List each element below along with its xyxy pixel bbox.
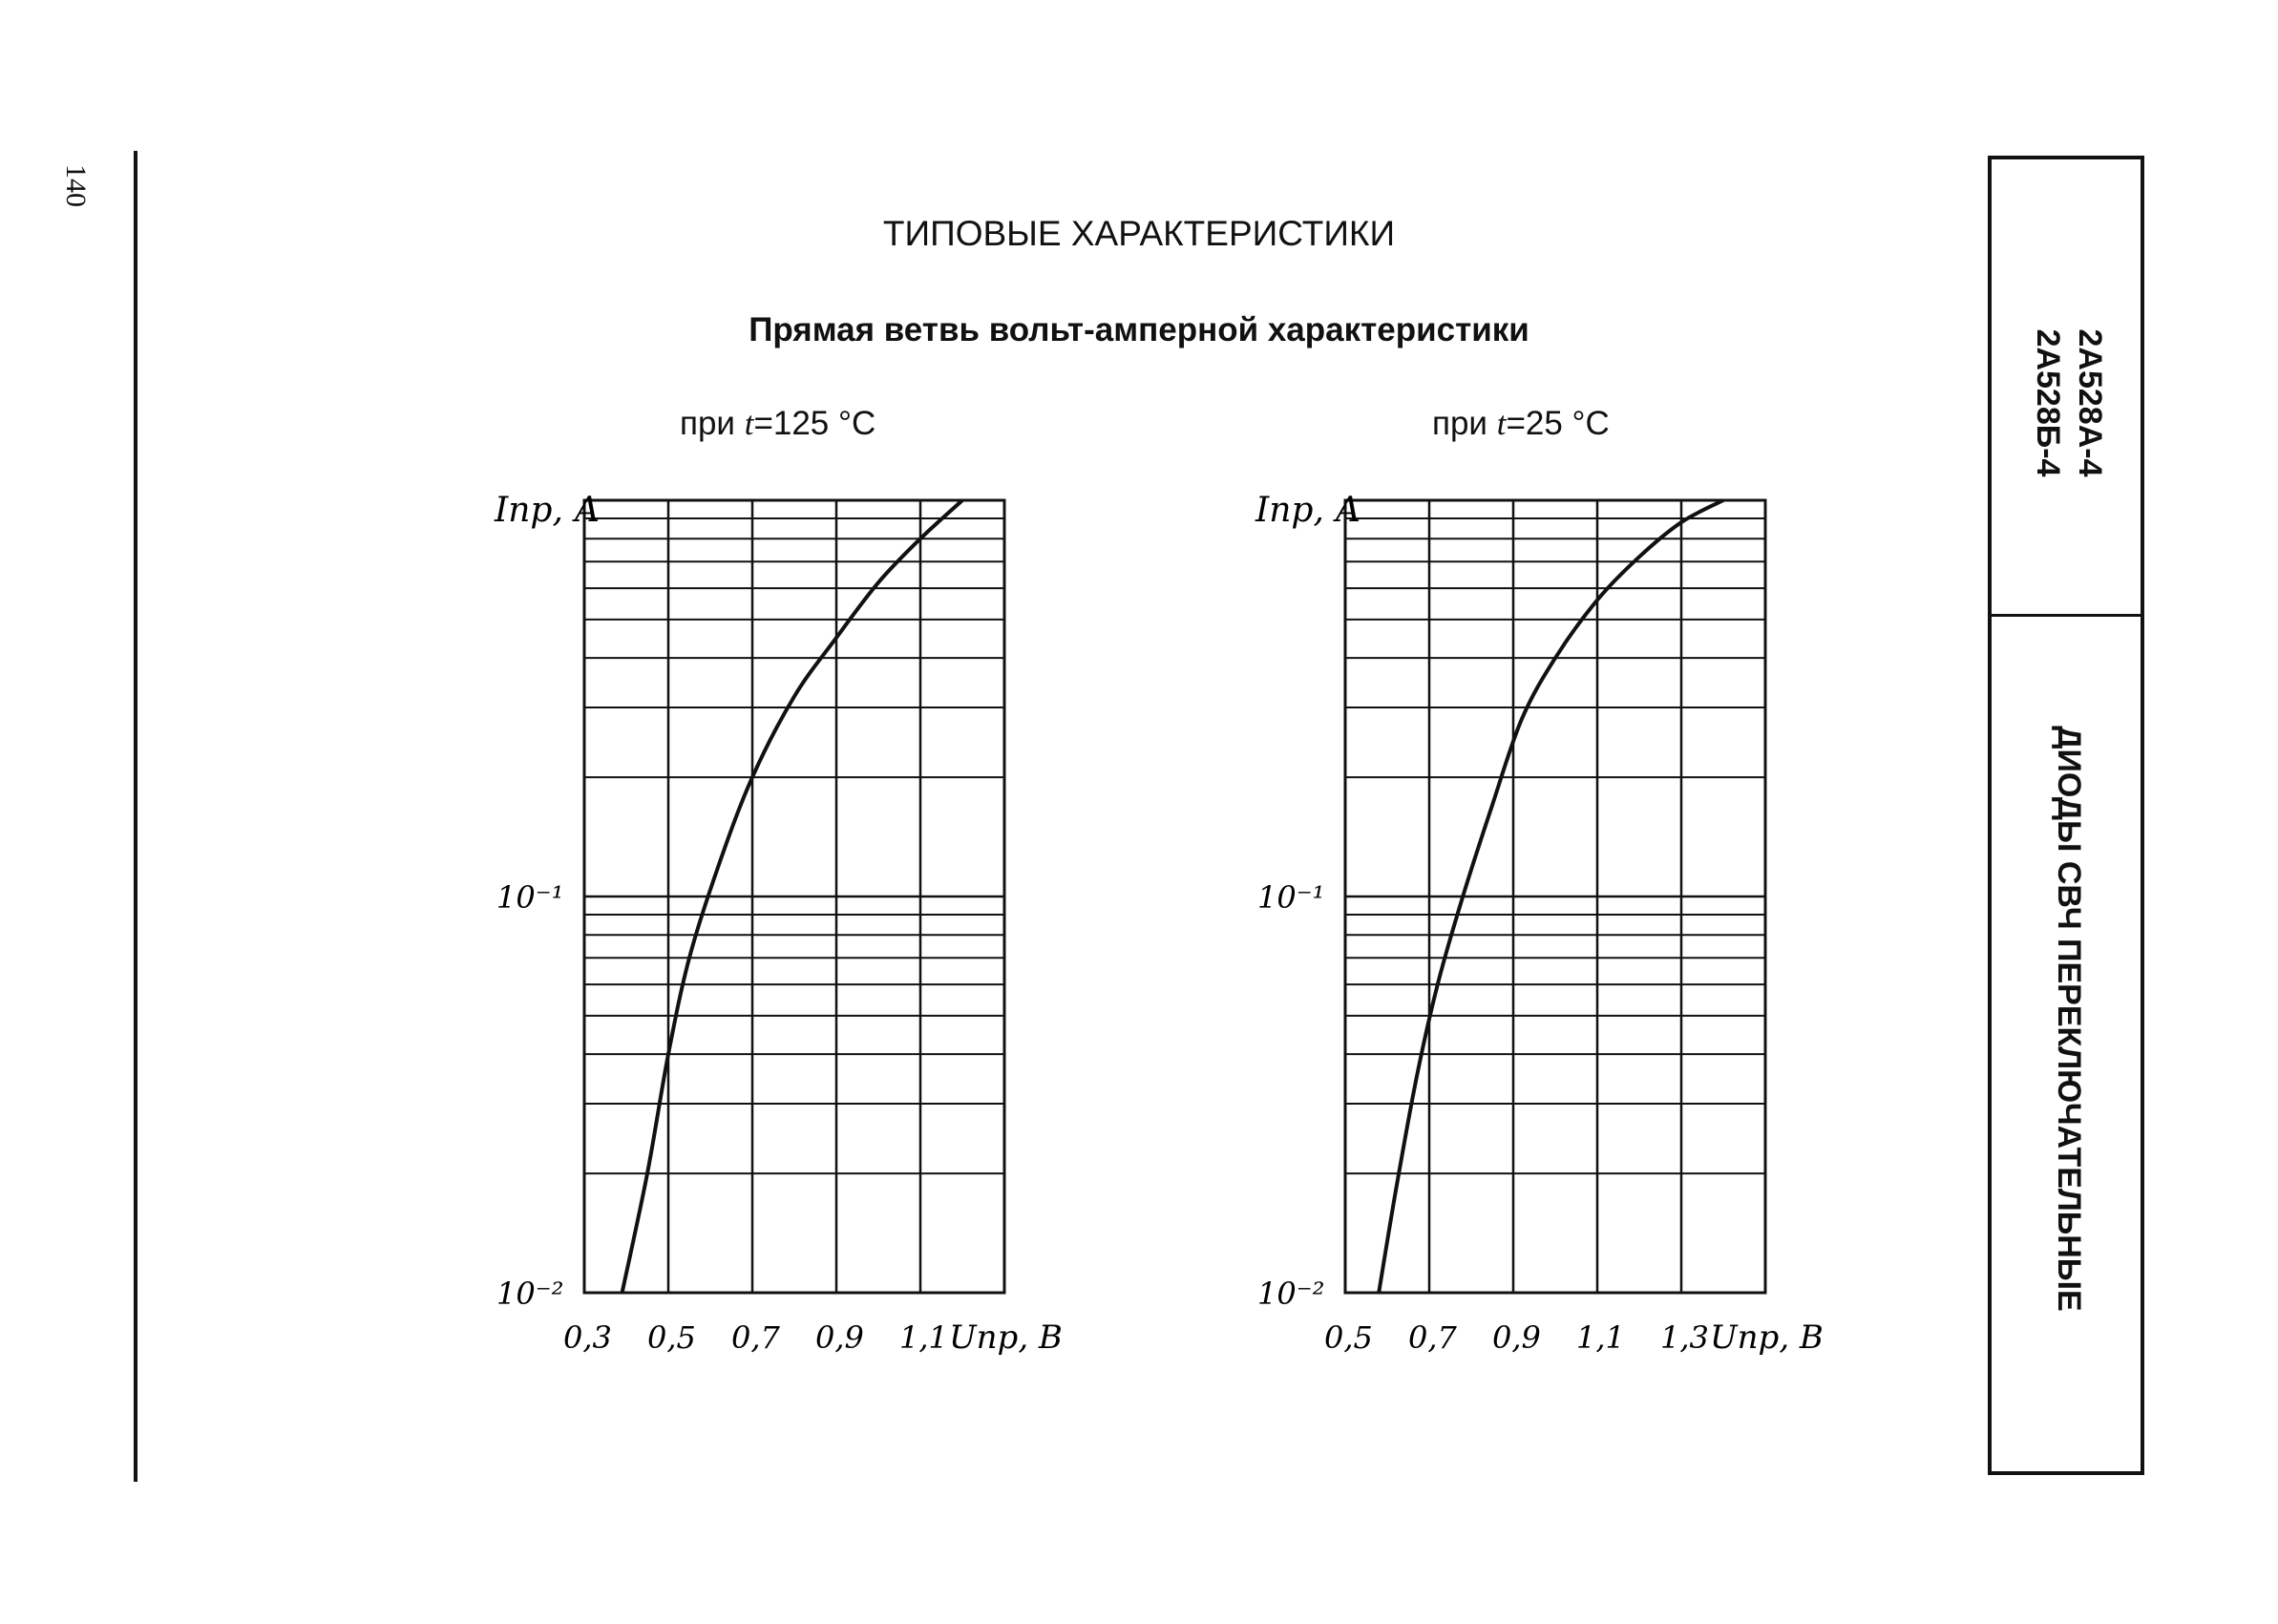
- caption-right-prefix: при: [1432, 405, 1497, 442]
- model-number: 2А528Б-4: [2030, 328, 2066, 477]
- model-number: 2А528А-4: [2072, 328, 2108, 477]
- caption-right-var: t: [1496, 405, 1507, 442]
- caption-right: [1432, 405, 1610, 443]
- y-tick-label: 10⁻¹: [496, 879, 564, 916]
- caption-left-var: t: [744, 405, 754, 442]
- x-tick-label: 0,5: [647, 1319, 696, 1356]
- caption-left: [680, 405, 875, 443]
- caption-left-prefix: при: [680, 405, 745, 442]
- y-axis-label: Iпр, А: [1255, 491, 1361, 530]
- y-tick-label: 10⁻²: [1257, 1276, 1325, 1312]
- chart-subheading: Прямая ветвь вольт-амперной характеристики: [749, 311, 1529, 348]
- x-tick-label: 0,7: [1408, 1319, 1457, 1356]
- chart-left: [477, 475, 1063, 1373]
- page-number: 140: [60, 164, 92, 207]
- x-axis-label: Uпр, В: [949, 1318, 1063, 1357]
- y-tick-label: 10⁻¹: [1257, 879, 1325, 916]
- x-tick-label: 1,1: [899, 1319, 948, 1356]
- x-tick-label: 1,1: [1576, 1319, 1625, 1356]
- left-margin-rule: [134, 151, 137, 1482]
- chart-right: [1238, 475, 1824, 1373]
- caption-right-value: =25 °С: [1506, 405, 1610, 442]
- sidebar-panel: [1988, 156, 2144, 1475]
- x-tick-label: 0,5: [1324, 1319, 1373, 1356]
- x-tick-label: 0,9: [815, 1319, 864, 1356]
- x-tick-label: 0,9: [1492, 1319, 1541, 1356]
- x-tick-label: 0,3: [563, 1319, 612, 1356]
- y-tick-label: 10⁻²: [496, 1276, 564, 1312]
- page-heading: ТИПОВЫЕ ХАРАКТЕРИСТИКИ: [882, 214, 1396, 253]
- y-axis-label: Iпр, А: [495, 491, 601, 530]
- x-tick-label: 1,3: [1660, 1319, 1709, 1356]
- device-family: ДИОДЫ СВЧ ПЕРЕКЛЮЧАТЕЛЬНЫЕ: [2051, 726, 2087, 1312]
- x-axis-label: Uпр, В: [1710, 1318, 1824, 1357]
- x-tick-label: 0,7: [731, 1319, 780, 1356]
- caption-left-value: =125 °С: [753, 405, 876, 442]
- model-numbers: [2025, 231, 2111, 575]
